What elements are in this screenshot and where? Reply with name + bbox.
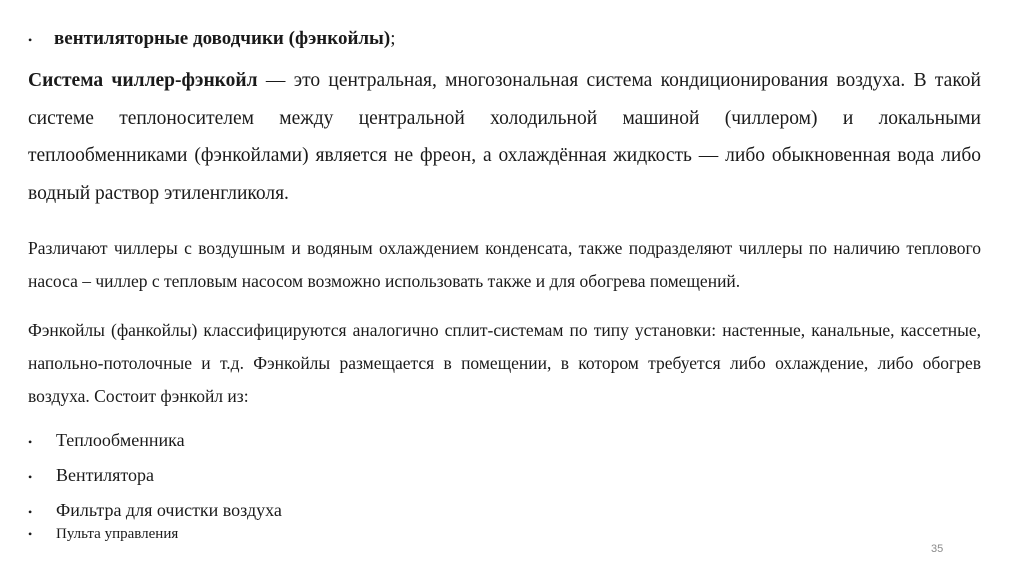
bullet-icon: • (28, 527, 33, 541)
paragraph-fancoil-classification: Фэнкойлы (фанкойлы) классифицируются аналогично сплит-системам по типу установки: настенные, канальные, кассетные, напольно-потолочные и т.д. Фэнкойлы размещается в помещении, в котором требуется либо охлаждение, либо обогрев воздуха. Состоит фэнкойл из: (28, 320, 981, 406)
list-item-label: Вентилятора (56, 465, 155, 485)
list-item (28, 430, 282, 465)
bullet-icon: • (28, 470, 33, 484)
list-item-label: Фильтра для очистки воздуха (56, 500, 282, 520)
components-list (28, 430, 282, 543)
paragraph-term: Система чиллер-фэнкойл (28, 70, 258, 91)
top-bullet-text (54, 28, 396, 50)
top-bullet-suffix: ; (390, 28, 396, 49)
top-bullet-item (28, 28, 396, 50)
bullet-icon: • (28, 33, 33, 47)
paragraph-body: — это центральная, многозональная система кондиционирования воздуха. В такой системе теплоносителем между центральной холодильной машиной (чиллером) и локальными теплообменниками (фэнкойлами) является не фреон, а охлаждённая жидкость — либо обыкновенная вода либо водный раствор этиленгликоля. (28, 70, 981, 204)
page-number: 35 (931, 543, 944, 555)
list-item (28, 500, 282, 526)
list-item-label: Теплообменника (56, 430, 185, 450)
list-item (28, 526, 282, 543)
paragraph-chiller-fancoil (28, 62, 981, 212)
top-bullet-bold-text: вентиляторные доводчики (фэнкойлы) (54, 28, 391, 49)
bullet-icon: • (28, 435, 33, 449)
bullet-icon: • (28, 505, 33, 519)
list-item (28, 465, 282, 500)
paragraph-chiller-types: Различают чиллеры с воздушным и водяным охлаждением конденсата, также подразделяют чиллеры по наличию теплового насоса – чиллер с тепловым насосом возможно использовать также и для обогрева помещений. (28, 238, 981, 291)
list-item-label: Пульта управления (56, 526, 179, 542)
